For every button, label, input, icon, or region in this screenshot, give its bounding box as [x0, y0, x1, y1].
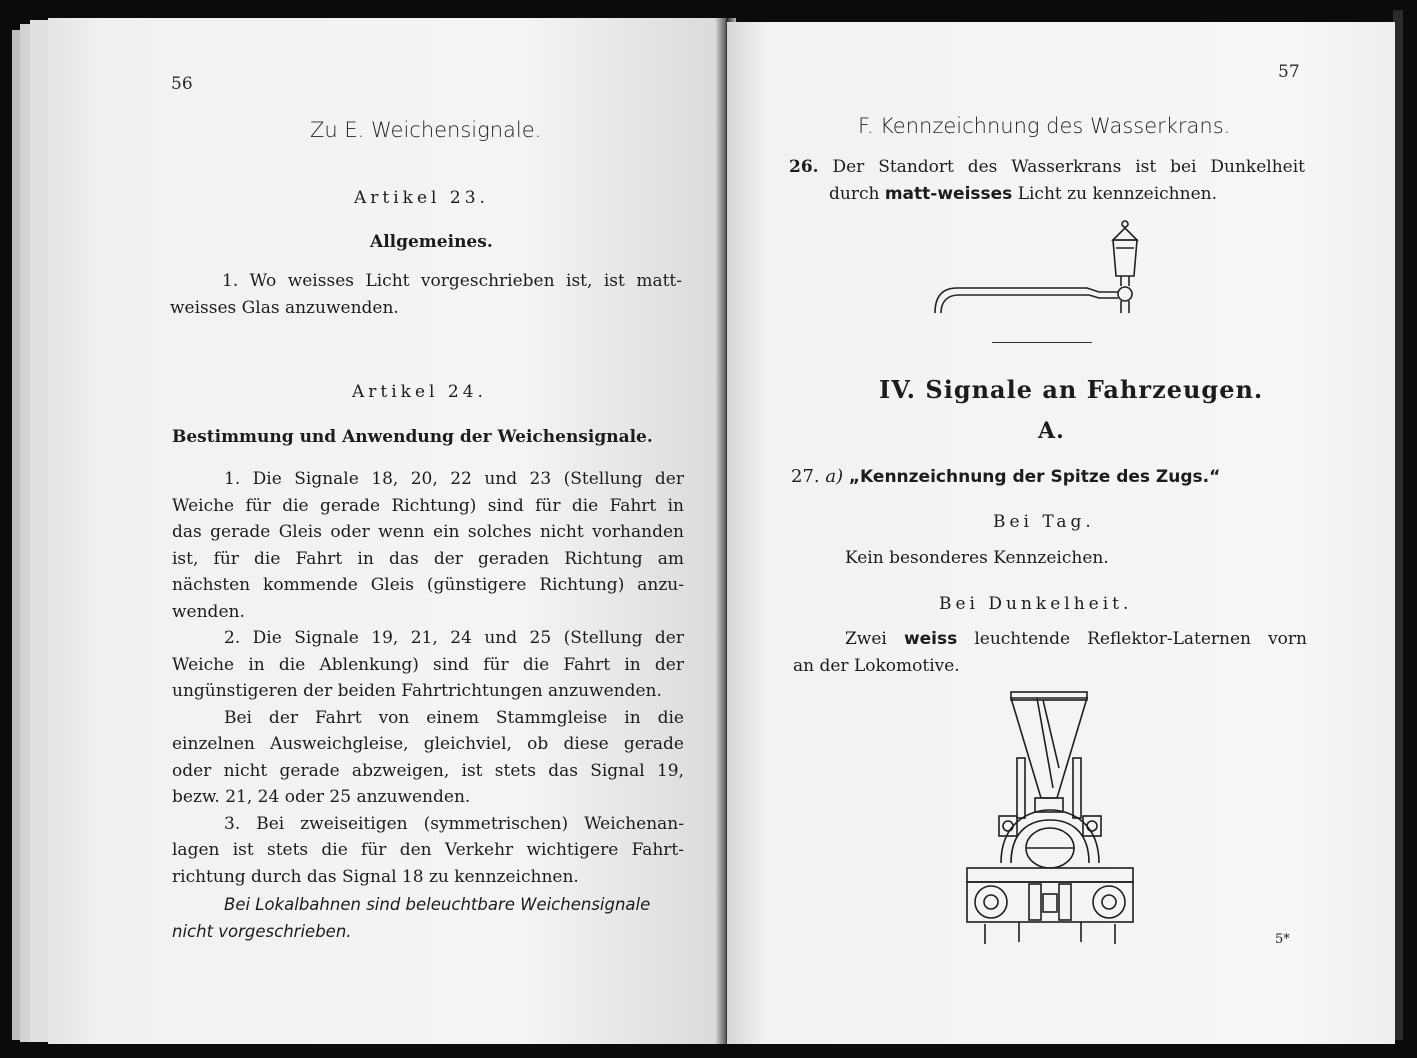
water-crane-illustration — [927, 218, 1157, 318]
condition-text — [793, 626, 1307, 679]
article-body — [172, 466, 684, 945]
item-number: 27. — [791, 466, 820, 487]
divider — [992, 342, 1092, 343]
text-line: ungünstigeren der beiden Fahrtrichtungen anzuwenden. — [172, 681, 662, 701]
condition-label: Bei Dunkelheit. — [939, 594, 1133, 614]
text-line: 1. Die Signale 18, 20, 22 und 23 (Stellung der — [224, 469, 684, 489]
text-line: lagen ist stets die für den Verkehr wichtigere Fahrt- — [172, 840, 684, 860]
left-page — [48, 18, 724, 1044]
item-26 — [789, 154, 1305, 207]
locomotive-illustration — [939, 688, 1159, 948]
signature-mark: 5* — [1275, 932, 1290, 947]
text-line: weisses Glas anzuwenden. — [170, 297, 399, 318]
paragraph — [170, 268, 682, 321]
text-line: einzelnen Ausweichgleise, gleichviel, ob diese gerade — [172, 734, 684, 754]
item-number: 26. — [789, 157, 819, 177]
text-line: bezw. 21, 24 oder 25 anzuwenden. — [172, 787, 471, 807]
text-line: richtung durch das Signal 18 zu kennzeichnen. — [172, 866, 579, 887]
text-line: 3. Bei zweiseitigen (symmetrischen) Weichenan- — [224, 813, 684, 834]
condition-text: Kein besonderes Kennzeichen. — [845, 548, 1109, 568]
text-fragment: Licht zu kennzeichnen. — [1012, 183, 1217, 204]
section-title: Zu E. Weichensignale. — [310, 118, 542, 142]
condition-label: Bei Tag. — [993, 512, 1095, 532]
section-title: F. Kennzeichnung des Wasserkrans. — [858, 114, 1231, 138]
text-line: ist, für die Fahrt in das der geraden Richtung am — [172, 548, 684, 569]
article-heading: Bestimmung und Anwendung der Weichensignale. — [172, 427, 653, 447]
note-line: nicht vorgeschrieben. — [172, 921, 352, 941]
text-fragment: leuchtende Reflektor-Laternen vorn — [957, 629, 1307, 649]
item-title: „Kennzeichnung der Spitze des Zugs.“ — [848, 467, 1221, 487]
text-line: 2. Die Signale 19, 21, 24 und 25 (Stellung der — [224, 628, 684, 648]
text-line: nächsten kommende Gleis (günstigere Richtung) anzu- — [172, 575, 684, 595]
page-number: 57 — [1278, 62, 1300, 82]
text-line: wenden. — [172, 601, 245, 622]
item-27-heading — [791, 466, 1220, 487]
text-fragment: durch — [829, 183, 885, 204]
text-line: Weiche für die gerade Richtung) sind für die Fahrt in — [172, 495, 684, 516]
text-line: oder nicht gerade abzweigen, ist stets das Signal 19, — [172, 760, 684, 781]
text-line: an der Lokomotive. — [793, 655, 960, 676]
note-line: Bei Lokalbahnen sind beleuchtbare Weichensignale — [224, 895, 651, 914]
emphasis: weiss — [903, 629, 958, 649]
page-number: 56 — [171, 74, 193, 94]
article-heading: Allgemeines. — [370, 232, 493, 252]
item-letter: a) — [825, 466, 844, 487]
text-line: das gerade Gleis oder wenn ein solches nicht vorhanden — [172, 522, 684, 542]
text-line: Weiche in die Ablenkung) sind für die Fahrt in der — [172, 654, 684, 675]
right-page — [727, 22, 1395, 1044]
text-fragment: Zwei — [845, 629, 904, 649]
text-line: Bei der Fahrt von einem Stammgleise in die — [224, 707, 684, 728]
emphasis: matt-weisses — [884, 183, 1013, 204]
text-line: 1. Wo weisses Licht vorgeschrieben ist, ist matt- — [222, 271, 682, 291]
part-subheading: A. — [1038, 418, 1065, 444]
text-line: Der Standort des Wasserkrans ist bei Dunkelheit — [832, 157, 1305, 177]
article-label: Artikel 24. — [352, 382, 487, 402]
part-heading: IV. Signale an Fahrzeugen. — [879, 375, 1264, 404]
article-label: Artikel 23. — [354, 188, 489, 208]
